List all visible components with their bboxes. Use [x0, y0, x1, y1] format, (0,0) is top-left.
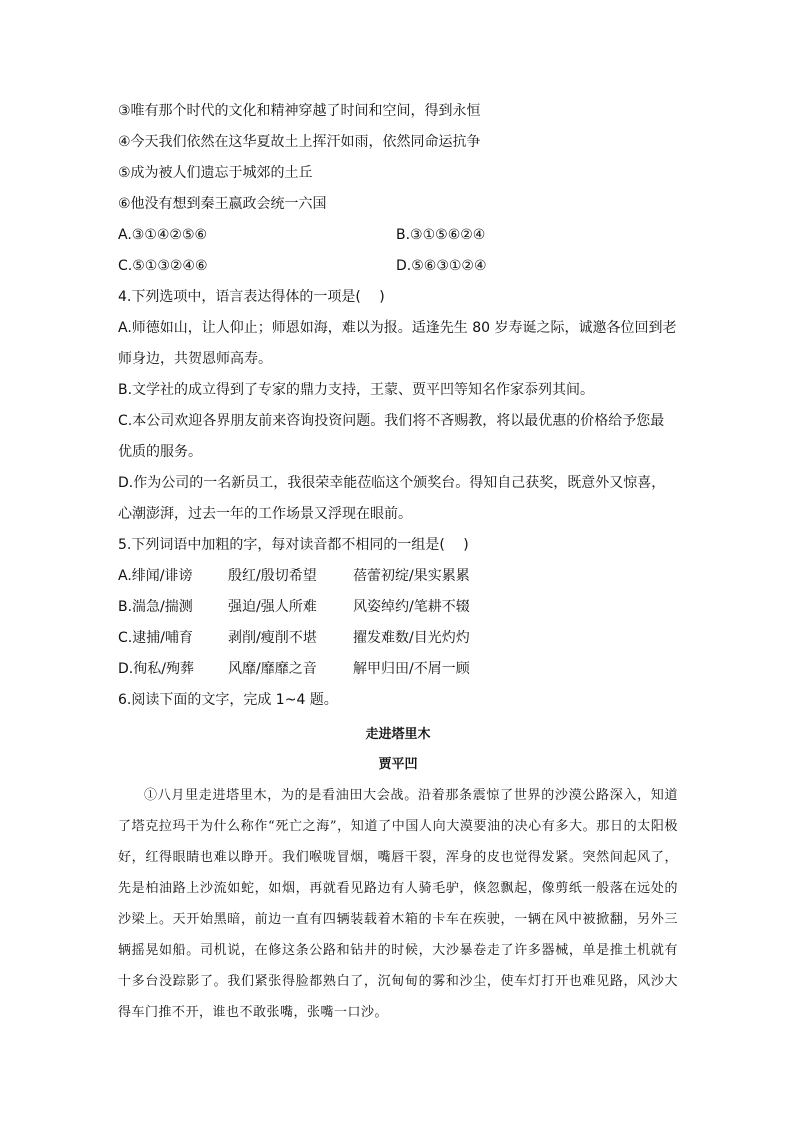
q3-option-b: B.③①⑤⑥②④: [396, 227, 486, 243]
q4-option-c: C.本公司欢迎各界朋友前来咨询投资问题。我们将不吝赐教，将以最优惠的价格给予您最优质的服务。: [118, 413, 665, 460]
q3-option-a: A.③①④②⑤⑥: [118, 227, 208, 243]
q5-option-c-word-2: 剥削/瘦削不堪: [228, 630, 317, 646]
q5-option-d: [118, 654, 678, 685]
q5-option-c: [118, 623, 678, 654]
q4-stem: 4.下列选项中，语言表达得体的一项是( ): [118, 289, 385, 305]
q4-option-b: B.文学社的成立得到了专家的鼎力支持，王蒙、贾平凹等知名作家忝列其间。: [118, 382, 595, 398]
q5-option-d-word-3: 解甲归田/不屑一顾: [353, 661, 470, 677]
document-page: [118, 96, 678, 1028]
q6-stem: 6.阅读下面的文字，完成 1~4 题。: [118, 692, 338, 708]
sentence-item-4: ④今天我们依然在这华夏故土上挥汗如雨，依然同命运抗争: [118, 134, 481, 150]
article-author: 贾平凹: [378, 757, 418, 772]
q3-options-row-2: [118, 251, 678, 282]
q5-option-d-word-1: D.徇私/殉葬: [118, 661, 194, 677]
q5-option-a-word-1: A.绯闻/诽谤: [118, 568, 193, 584]
q5-option-a: [118, 561, 678, 592]
q4-option-d: D.作为公司的一名新员工，我很荣幸能莅临这个颁奖台。得知自己获奖，既意外又惊喜，心潮澎湃，过去一年的工作场景又浮现在眼前。: [118, 475, 666, 522]
q5-option-b-word-1: B.湍急/揣测: [118, 599, 193, 615]
q5-stem: 5.下列词语中加粗的字，每对读音都不相同的一组是( ): [118, 537, 469, 553]
q5-option-b-word-2: 强迫/强人所难: [228, 599, 317, 615]
article-title: 走进塔里木: [365, 727, 431, 742]
q5-option-d-word-2: 风靡/靡靡之音: [228, 661, 317, 677]
q4-option-a: A.师德如山，让人仰止；师恩如海，难以为报。适逢先生 80 岁寿诞之际，诚邀各位回到老师身边，共贺恩师高寿。: [118, 320, 677, 367]
q5-option-c-word-1: C.逮捕/哺育: [118, 630, 193, 646]
q3-options-row-1: [118, 220, 678, 251]
q5-option-a-word-3: 蓓蕾初绽/果实累累: [353, 568, 470, 584]
q5-option-b-word-3: 风姿绰约/笔耕不辍: [353, 599, 470, 615]
q5-option-b: [118, 592, 678, 623]
q5-option-c-word-3: 擢发难数/目光灼灼: [353, 630, 470, 646]
q5-option-a-word-2: 殷红/殷切希望: [228, 568, 317, 584]
sentence-item-6: ⑥他没有想到秦王嬴政会统一六国: [118, 196, 327, 212]
sentence-item-5: ⑤成为被人们遗忘于城郊的土丘: [118, 165, 313, 181]
article-paragraph-1: ①八月里走进塔里木，为的是看油田大会战。沿着那条震惊了世界的沙漠公路深入，知道了塔克拉玛干为什么称作“死亡之海”，知道了中国人向大漠要油的决心有多大。那日的太阳极好，红得眼睛也难以睁开。我们喉咙冒烟，嘴唇干裂，浑身的皮也觉得发紧。突然间起风了，先是柏油路上沙流如蛇，如烟，再就看见路边有人骑毛驴，倏忽飘起，像剪纸一般落在远处的沙梁上。天开始黑暗，前边一直有四辆装载着木箱的卡车在疾驶，一辆在风中被掀翻，另外三辆摇晃如船。司机说，在修这条公路和钻井的时候，大沙暴卷走了许多器械，单是推土机就有十多台没踪影了。我们紧张得脸都熟白了，沉甸甸的雾和沙尘，使车灯打开也难见路，风沙大得车门推不开，谁也不敢张嘴，张嘴一口沙。: [118, 788, 678, 1020]
q3-option-c: C.⑤①③②④⑥: [118, 258, 208, 274]
sentence-item-3: ③唯有那个时代的文化和精神穿越了时间和空间，得到永恒: [118, 103, 481, 119]
q3-option-d: D.⑤⑥③①②④: [396, 258, 487, 274]
